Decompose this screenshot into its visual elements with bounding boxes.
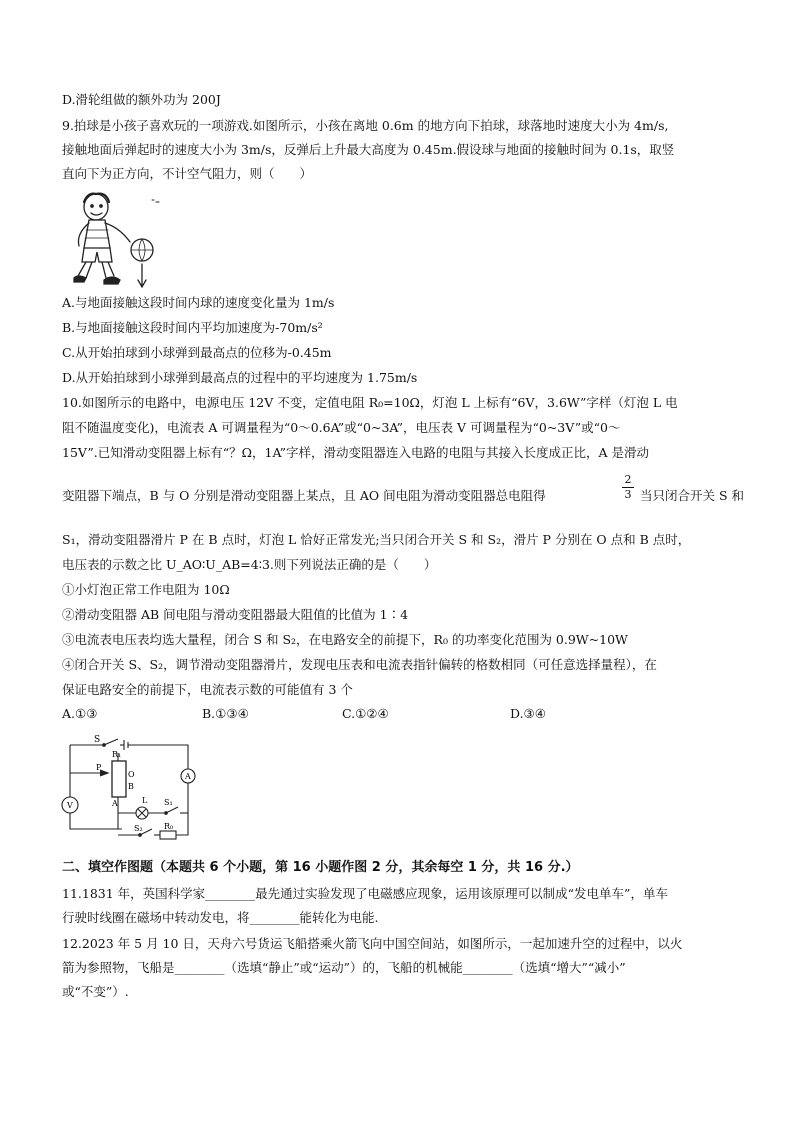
q9-option-c: C.从开始拍球到小球弹到最高点的位移为-0.45m <box>62 345 332 360</box>
circuit-label-o: O <box>128 770 135 779</box>
section-2-heading: 二、填空作图题（本题共 6 个小题，第 16 小题作图 2 分，其余每空 1 分，共 16 分.） <box>62 860 579 875</box>
q10-statement-1: ①小灯泡正常工作电阻为 10Ω <box>62 582 230 597</box>
circuit-label-s2: S₂ <box>134 824 143 833</box>
circuit-label-s: S <box>94 735 101 745</box>
q12-text-line1: 12.2023 年 5 月 10 日，天舟六号货运飞船搭乘火箭飞向中国空间站，如图所示，一起加速升空的过程中，以火 <box>62 936 683 951</box>
circuit-label-p: P <box>96 763 102 772</box>
q9-option-d: D.从开始拍球到小球弹到最高点的过程中的平均速度为 1.75m/s <box>62 370 418 385</box>
ammeter-label: A <box>185 772 191 781</box>
q11-text-line2: 行驶时线圈在磁场中转动发电，将________能转化为电能. <box>62 910 379 925</box>
q10-option-a: A.①③ <box>62 706 98 721</box>
circuit-label-a: A <box>112 799 118 808</box>
q12-text-line3: 或“不变”）. <box>62 984 129 999</box>
voltmeter-label: V <box>67 801 73 810</box>
circuit-diagram <box>60 733 210 848</box>
circuit-label-b: B <box>128 782 134 791</box>
q10-option-d: D.③④ <box>510 706 546 721</box>
circuit-label-l: L <box>142 796 148 805</box>
q10-option-b: B.①③④ <box>202 706 249 721</box>
q10-statement-2: ②滑动变阻器 AB 间电阻与滑动变阻器最大阻值的比值为 1∶4 <box>62 607 409 622</box>
q10-statement-4-cont: 保证电路安全的前提下，电流表示数的可能值有 3 个 <box>62 682 353 697</box>
fraction-denominator: 3 <box>624 488 632 501</box>
q11-text-line1: 11.1831 年，英国科学家________最先通过实验发现了电磁感应现象，运用该原理可以制成“发电单车”，单车 <box>62 886 668 901</box>
circuit-label-s1: S₁ <box>164 798 173 807</box>
circuit-label-r0: R₀ <box>164 822 174 831</box>
q10-option-c: C.①②④ <box>342 706 389 721</box>
q10-text-line6: 电压表的示数之比 U_AO∶U_AB=4∶3.则下列说法正确的是（ ） <box>62 557 437 572</box>
q9-text-line3: 直向下为正方向，不计空气阻力，则（ ） <box>62 166 313 181</box>
q10-text-line1: 10.如图所示的电路中，电源电压 12V 不变，定值电阻 R₀=10Ω，灯泡 L 上标有“6V，3.6W”字样（灯泡 L 电 <box>62 395 678 410</box>
q10-text-line5: S₁，滑动变阻器滑片 P 在 B 点时，灯泡 L 恰好正常发光;当只闭合开关 S 和 S₂，滑片 P 分别在 O 点和 B 点时， <box>62 532 691 547</box>
q10-text-line4: 变阻器下端点，B 与 O 分别是滑动变阻器上某点，且 AO 间电阻为滑动变阻器总电阻得 <box>62 488 546 503</box>
q10-statement-3: ③电流表电压表均选大量程，闭合 S 和 S₂，在电路安全的前提下，R₀ 的功率变化范围为 0.9W~10W <box>62 632 628 647</box>
fraction-numerator: 2 <box>624 473 632 486</box>
circuit-label-r1: R₁ <box>112 750 122 759</box>
fraction-two-thirds <box>622 474 634 501</box>
q10-statement-4: ④闭合开关 S、S₂，调节滑动变阻器滑片，发现电压表和电流表指针偏转的格数相同（可任意选择量程），在 <box>62 657 657 672</box>
boy-bouncing-ball-figure <box>62 190 162 292</box>
q12-text-line2: 箭为参照物，飞船是________（选填“静止”或“运动”）的，飞船的机械能________（选填“增大”“减小” <box>62 960 626 975</box>
option-d-q8: D.滑轮组做的额外功为 200J <box>62 92 221 107</box>
q9-option-a: A.与地面接触这段时间内球的速度变化量为 1m/s <box>62 295 335 310</box>
q10-text-line4-end: 当只闭合开关 S 和 <box>640 488 745 503</box>
q10-text-line2: 阻不随温度变化)，电流表 A 可调量程为“0～0.6A”或“0~3A”，电压表 V 可调量程为“0~3V”或“0～ <box>62 420 621 435</box>
q9-option-b: B.与地面接触这段时间内平均加速度为-70m/s² <box>62 320 323 335</box>
q9-text-line1: 9.拍球是小孩子喜欢玩的一项游戏.如图所示，小孩在离地 0.6m 的地方向下拍球，球落地时速度大小为 4m/s, <box>62 118 669 133</box>
q10-text-line3: 15V”.已知滑动变阻器上标有“？Ω，1A”字样，滑动变阻器连入电路的电阻与其接入长度成正比，A 是滑动 <box>62 445 650 460</box>
q9-text-line2: 接触地面后弹起时的速度大小为 3m/s，反弹后上升最大高度为 0.45m.假设球与地面的接触时间为 0.1s，取竖 <box>62 142 675 157</box>
